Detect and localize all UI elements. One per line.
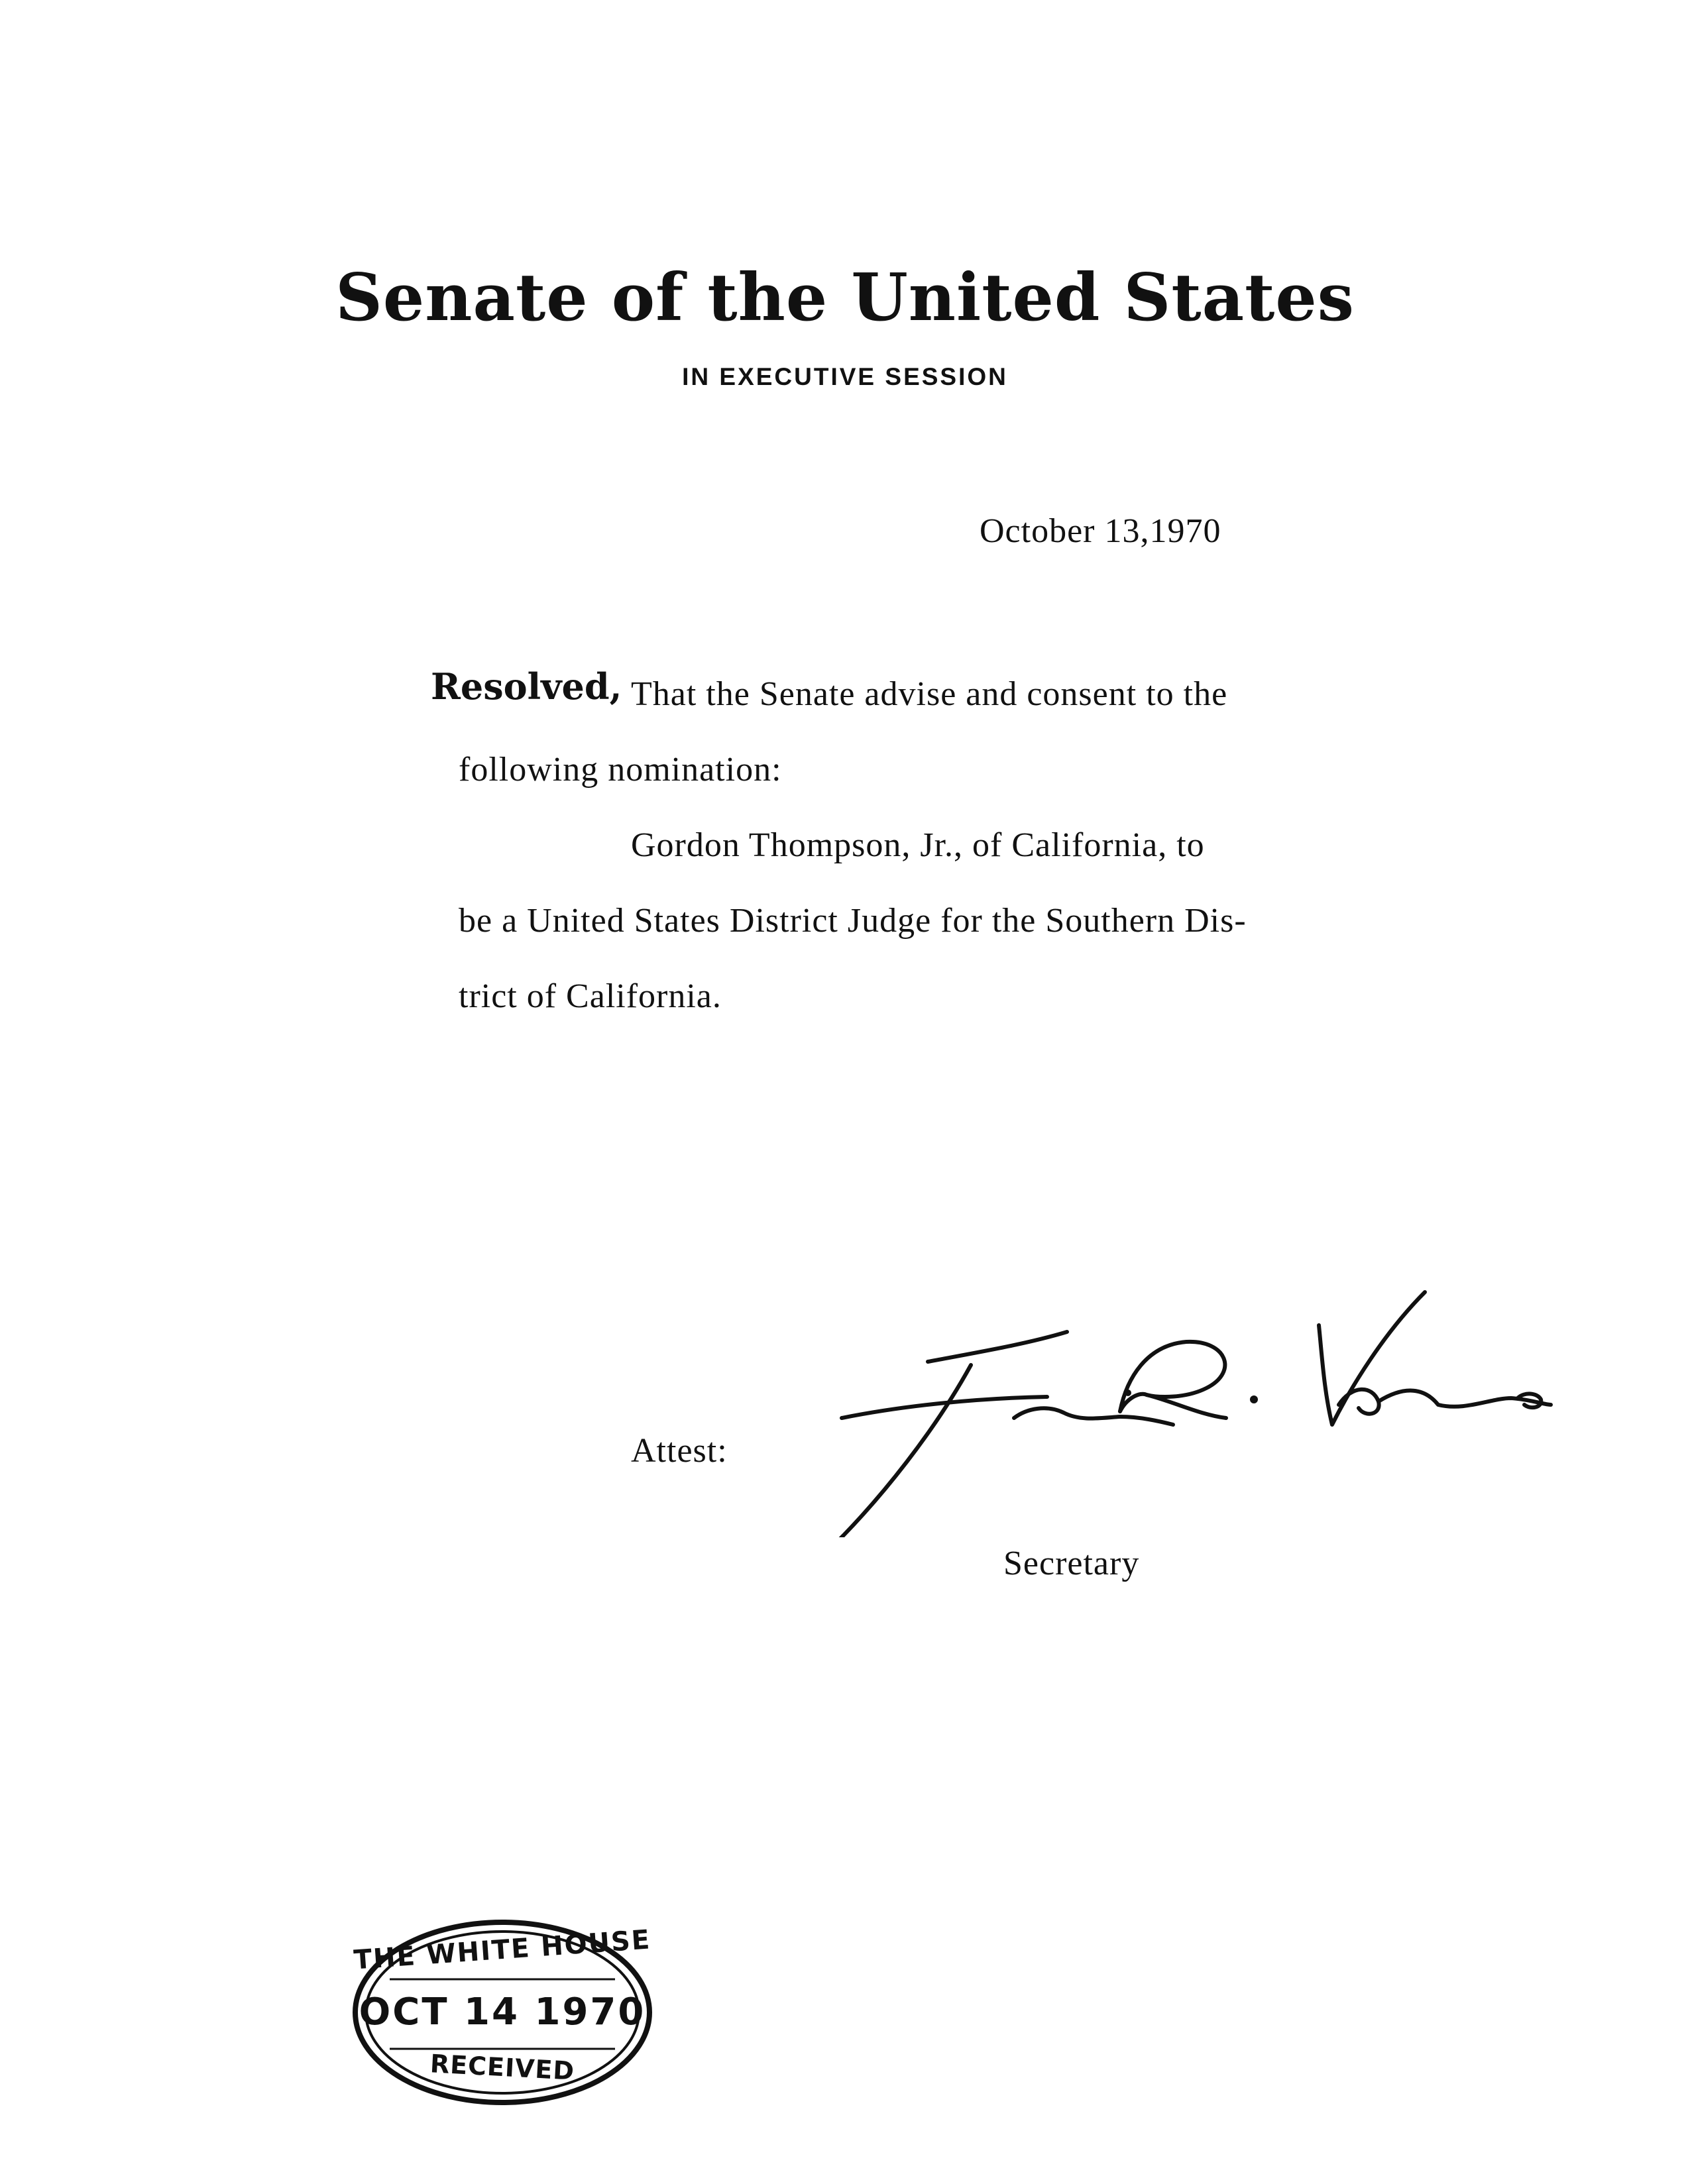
secretary-signature xyxy=(828,1285,1591,1537)
white-house-received-stamp xyxy=(350,1916,655,2108)
body-line-5: trict of California. xyxy=(459,977,722,1015)
document-date: October 13,1970 xyxy=(980,512,1221,550)
stamp-top-text: THE WHITE HOUSE xyxy=(353,1924,652,1976)
senate-heading: Senate of the United States xyxy=(335,260,1355,336)
executive-session-label: IN EXECUTIVE SESSION xyxy=(682,363,1008,390)
body-line-3: Gordon Thompson, Jr., of California, to xyxy=(631,826,1205,864)
body-line-2: following nomination: xyxy=(459,751,782,789)
body-line-4: be a United States District Judge for the Southern Dis- xyxy=(459,902,1247,940)
stamp-date: OCT 14 1970 xyxy=(359,1991,646,2034)
resolved-word: Resolved, xyxy=(431,665,622,708)
secretary-label: Secretary xyxy=(1003,1545,1140,1582)
stamp-bottom-text: RECEIVED xyxy=(429,2049,576,2086)
body-line-1: That the Senate advise and consent to the xyxy=(631,675,1228,713)
attest-label: Attest: xyxy=(631,1432,728,1470)
